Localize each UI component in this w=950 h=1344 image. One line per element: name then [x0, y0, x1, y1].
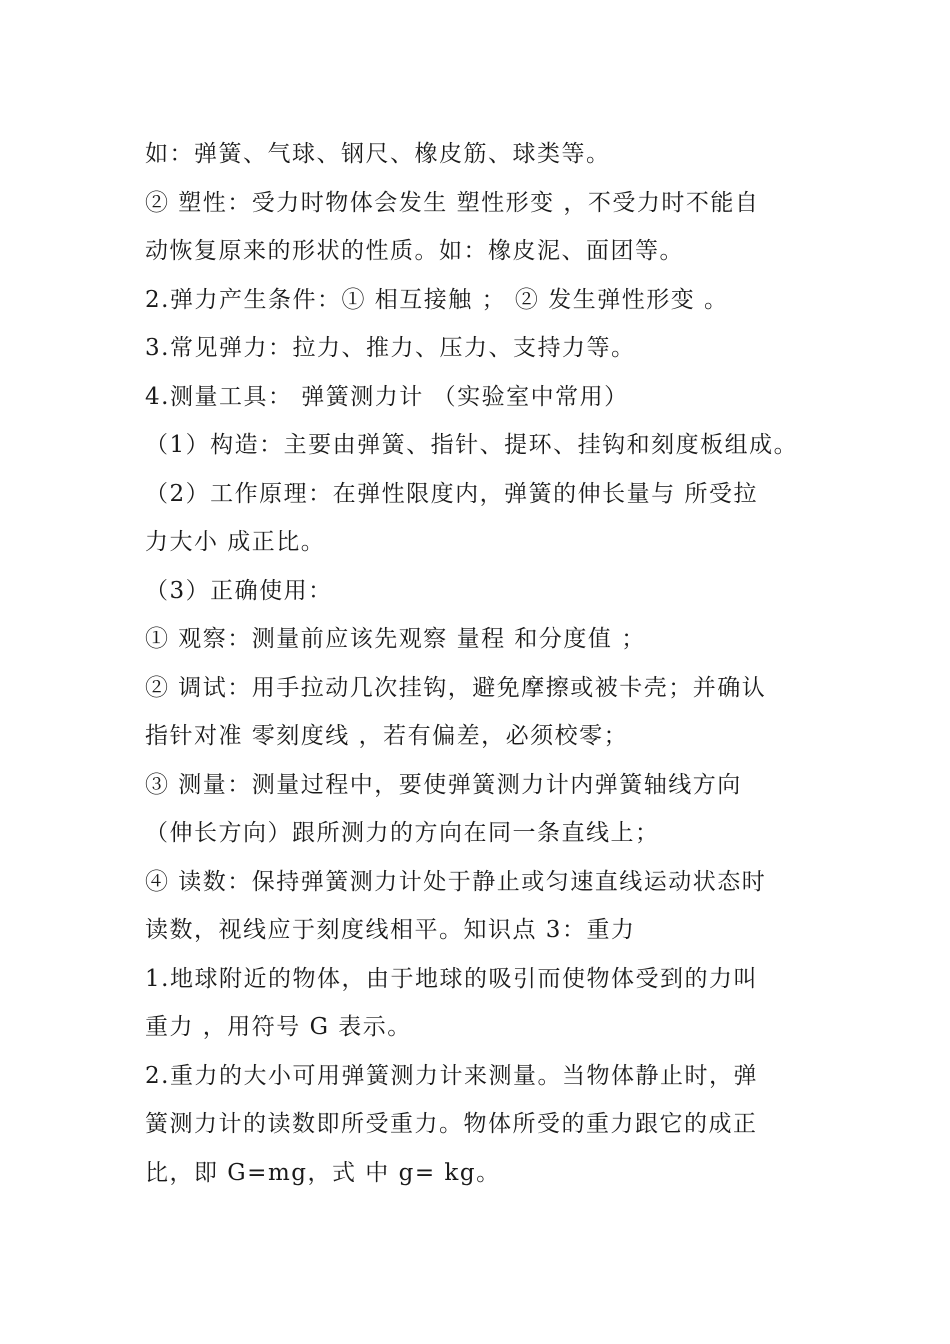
text-line: ② 调试：用手拉动几次挂钩，避免摩擦或被卡壳；并确认 — [145, 674, 767, 701]
text-line: （伸长方向）跟所测力的方向在同一条直线上； — [145, 820, 660, 846]
text-line: 动恢复原来的形状的性质。如：橡皮泥、面团等。 — [145, 238, 684, 264]
text-line: 比，即 G=mg，式 中 g= kg。 — [145, 1159, 501, 1186]
text-line: （3）正确使用： — [145, 577, 333, 604]
text-line: 1.地球附近的物体，由于地球的吸引而使物体受到的力叫 — [145, 965, 758, 992]
text-line: 簧测力计的读数即所受重力。物体所受的重力跟它的成正 — [145, 1111, 758, 1137]
text-line: 如：弹簧、气球、钢尺、橡皮筋、球类等。 — [145, 141, 611, 167]
text-line: ② 塑性：受力时物体会发生 塑性形变 ，不受力时不能自 — [145, 189, 760, 216]
text-line: ① 观察：测量前应该先观察 量程 和分度值 ； — [145, 626, 646, 652]
text-line: 力大小 成正比。 — [145, 529, 326, 555]
document-body — [145, 130, 815, 1197]
text-line: ④ 读数：保持弹簧测力计处于静止或匀速直线运动状态时 — [145, 868, 767, 895]
text-line: 2.重力的大小可用弹簧测力计来测量。当物体静止时，弹 — [145, 1062, 758, 1089]
text-line: 3.常见弹力：拉力、推力、压力、支持力等。 — [145, 335, 636, 361]
text-line: 读数，视线应于刻度线相平。知识点 3：重力 — [145, 917, 636, 943]
text-line: （2）工作原理：在弹性限度内，弹簧的伸长量与 所受拉 — [145, 480, 758, 507]
text-line: ③ 测量：测量过程中，要使弹簧测力计内弹簧轴线方向 — [145, 771, 742, 798]
text-line: （1）构造：主要由弹簧、指针、提环、挂钩和刻度板组成。 — [145, 432, 799, 458]
text-line: 指针对准 零刻度线 ，若有偏差，必须校零； — [145, 723, 629, 749]
text-line: 2.弹力产生条件：① 相互接触 ； ② 发生弹性形变 。 — [145, 286, 729, 313]
text-line: 重力 ，用符号 G 表示。 — [145, 1014, 412, 1040]
text-line: 4.测量工具： 弹簧测力计 （实验室中常用） — [145, 383, 629, 410]
